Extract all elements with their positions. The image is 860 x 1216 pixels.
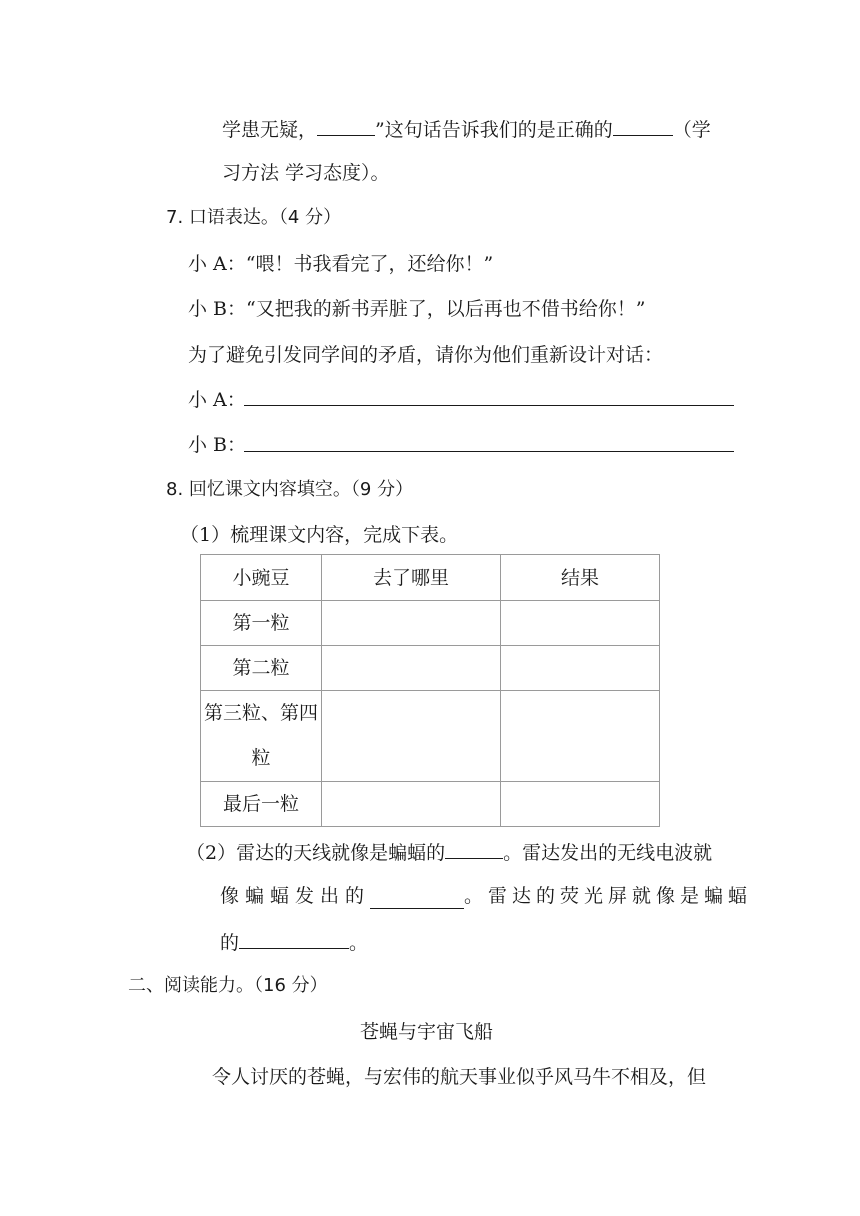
q6-text-b: ”这句话告诉我们的是正确的 — [375, 119, 613, 141]
table-answer-cell[interactable] — [501, 782, 660, 827]
table-answer-cell[interactable] — [501, 601, 660, 646]
table-row-label: 第一粒 — [201, 601, 322, 646]
section2-heading: 二、阅读能力。（16 分） — [128, 975, 328, 996]
q7-answer-a-line[interactable] — [244, 405, 734, 406]
table-row-label: 第二粒 — [201, 646, 322, 691]
q6-text-a: 学患无疑， — [222, 119, 318, 141]
q6-line-1 — [222, 115, 711, 143]
q8-blank-1[interactable] — [445, 838, 503, 859]
q6-blank-1[interactable] — [317, 115, 375, 136]
q8-heading: 8. 回忆课文内容填空。（9 分） — [166, 479, 414, 500]
pea-table — [200, 554, 660, 827]
q8-blank-3[interactable] — [239, 928, 349, 949]
q8-sub2-text-a: （2）雷达的天线就像是蝙蝠的 — [186, 842, 446, 864]
passage-line-1: 令人讨厌的苍蝇，与宏伟的航天事业似乎风马牛不相及，但 — [212, 1066, 707, 1088]
q8-sub2-text-f: 。 — [349, 932, 369, 954]
q7-answer-b-line[interactable] — [244, 451, 734, 452]
table-row — [201, 782, 660, 827]
table-row-label: 第三粒、第四粒 — [201, 691, 322, 782]
passage-title: 苍蝇与宇宙飞船 — [360, 1021, 494, 1043]
table-row — [201, 646, 660, 691]
q8-blank-2[interactable] — [370, 888, 464, 909]
table-row — [201, 691, 660, 782]
table-row — [201, 601, 660, 646]
table-answer-cell[interactable] — [322, 601, 501, 646]
q8-sub2-line-3 — [220, 928, 368, 956]
q7-instruction: 为了避免引发同学间的矛盾，请你为他们重新设计对话： — [188, 344, 664, 366]
q8-sub2-text-d: 。雷达的荧光屏就像是蝙蝠 — [464, 885, 753, 907]
q7-dialogue-b: 小 B：“又把我的新书弄脏了，以后再也不借书给你！” — [188, 298, 646, 320]
table-answer-cell[interactable] — [501, 691, 660, 782]
q6-line-2: 习方法 学习态度）。 — [222, 162, 390, 184]
q8-sub2-line-1 — [186, 838, 712, 866]
q6-text-c: （学 — [672, 119, 711, 141]
q7-answer-a-label: 小 A： — [188, 389, 246, 411]
q7-answer-b-label: 小 B： — [188, 434, 247, 456]
table-answer-cell[interactable] — [501, 646, 660, 691]
q8-sub2-text-c: 像蝙蝠发出的 — [220, 885, 371, 907]
table-header-cell: 结果 — [501, 555, 660, 601]
table-row-label: 最后一粒 — [201, 782, 322, 827]
q8-sub2-line-2 — [220, 883, 753, 909]
q8-sub2-text-e: 的 — [220, 932, 240, 954]
q6-blank-2[interactable] — [613, 115, 673, 136]
table-answer-cell[interactable] — [322, 691, 501, 782]
table-header-cell: 小豌豆 — [201, 555, 322, 601]
table-answer-cell[interactable] — [322, 782, 501, 827]
q8-sub2-text-b: 。雷达发出的无线电波就 — [503, 842, 713, 864]
q7-dialogue-a: 小 A：“喂！书我看完了，还给你！” — [188, 253, 494, 275]
table-answer-cell[interactable] — [322, 646, 501, 691]
table-header-row — [201, 555, 660, 601]
q7-heading: 7. 口语表达。（4 分） — [166, 207, 342, 228]
q8-sub1: （1）梳理课文内容，完成下表。 — [180, 524, 459, 546]
table-header-cell: 去了哪里 — [322, 555, 501, 601]
